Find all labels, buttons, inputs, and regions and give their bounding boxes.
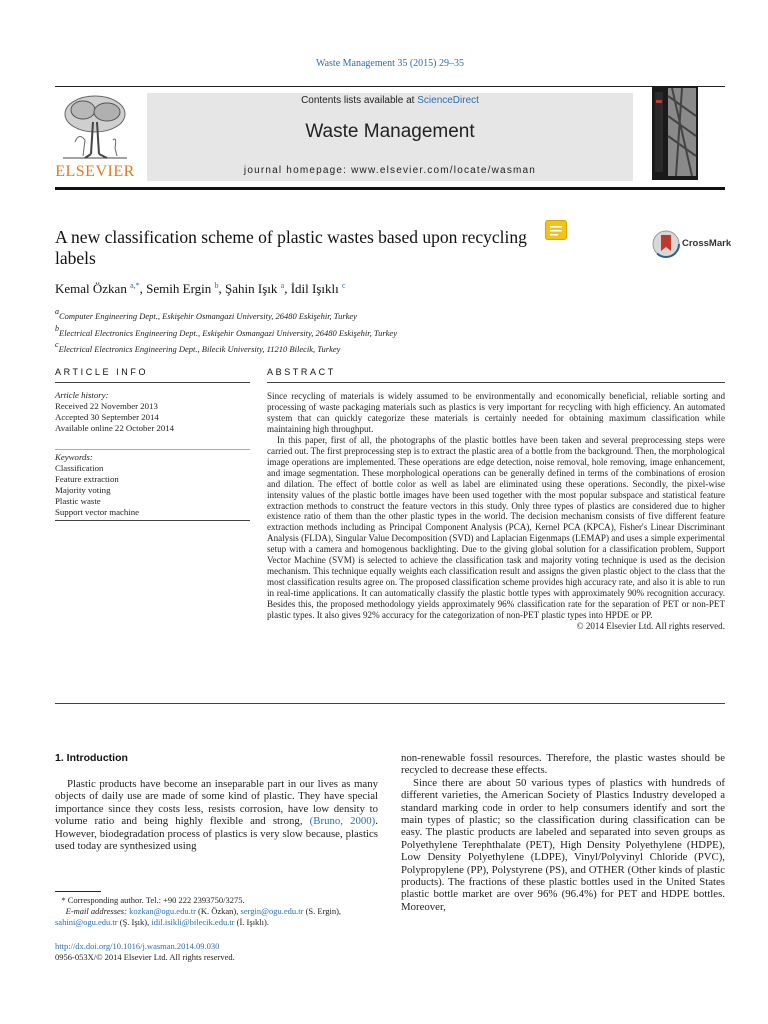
journal-name: Waste Management: [305, 121, 475, 142]
article-title-line-2: labels: [55, 248, 96, 268]
affiliation-list: [55, 306, 655, 356]
footnotes: [55, 895, 385, 928]
keyword-item: Plastic waste: [55, 496, 101, 506]
accepted-date: Accepted 30 September 2014: [55, 412, 159, 422]
journal-homepage[interactable]: journal homepage: www.elsevier.com/locate/wasman: [243, 165, 537, 176]
article-info-heading: ARTICLE INFO: [55, 367, 149, 377]
author-affiliation-link[interactable]: a: [280, 281, 285, 290]
article-title-line-1: A new classification scheme of plastic wastes based upon recycling: [55, 227, 527, 247]
email-owner: (İ. Işıklı).: [236, 917, 269, 927]
introduction-left-column: [55, 778, 378, 852]
elsevier-wordmark: ELSEVIER: [55, 163, 135, 180]
article-info-divider: [55, 449, 250, 450]
abstract-paragraph-2: In this paper, first of all, the photographs of the plastic bottles have been taken and several preprocessing steps were carried out. The first preprocessing step is to extract the plastic area of a bottle from the background. Then, the morphological image operations are implemented. These operations are edge detection, noise removal, hole removing, image enhancement, and image segmentation. These morphological operations can be generally defined in terms of the combinations of erosion and dilation. The effect of bottle color as well as label are eliminated using these operations. Secondly, the pixel-wise intensity values of the plastic bottle images have been used together with the most popular subspace and statistical feature extraction methods to construct the feature vectors in this study. Only three types of plastics are considered due to higher existence ratio of them than the other plastic types in the world. The decision mechanism consists of five different feature extraction methods including as Principal Component Analysis (PCA), Kernel PCA (KPCA), Fisher's Linear Discriminant Analysis (FLDA), Singular Value Decomposition (SVD) and Laplacian Eigenmaps (LEMAP) and uses a simple experimental setup with a camera and homogenous backlighting. Due to the giving global solution for a classification problem, Support Vector Machine (SVM) is selected to achieve the classification task and majority voting technique is used as the decision mechanism. This technique equally weights each classification result and assigns the given plastic object to the class that the most classification results agree on. The proposed classification scheme provides high accuracy rate, and also it is able to run in real-time applications. It can automatically classify the plastic bottle types with approximately 90% recognition accuracy. Besides this, the proposed methodology yields approximately 96% classification rate for the separation of PET or non-PET plastic types. It also gives 92% accuracy for the categorization of non-PET plastic types into HPDE or PP.: [267, 434, 725, 621]
received-date: Received 22 November 2013: [55, 401, 158, 411]
crossmark-badge[interactable]: [652, 229, 732, 261]
email-link[interactable]: kozkan@ogu.edu.tr: [129, 906, 196, 916]
affiliation-item: [55, 339, 655, 356]
corresponding-author-text: Corresponding author. Tel.: +90 222 2393750/3275.: [67, 895, 245, 905]
abstract-end-rule: [55, 703, 725, 704]
email-owner: (Ş. Işık),: [119, 917, 150, 927]
citation-link-bruno[interactable]: (Bruno, 2000): [309, 815, 376, 828]
email-owner: (S. Ergin),: [305, 906, 342, 916]
keywords-list: [55, 452, 250, 518]
abstract-rule: [267, 382, 725, 383]
email-label: E-mail addresses:: [65, 906, 127, 916]
crossmark-label: CrossMark: [682, 238, 732, 249]
article-history-label: Article history:: [55, 390, 109, 400]
abstract-body: [267, 391, 725, 632]
email-link[interactable]: sahini@ogu.edu.tr: [55, 917, 118, 927]
author-affiliation-link[interactable]: b: [214, 281, 219, 290]
keyword-item: Majority voting: [55, 485, 111, 495]
masthead-bottom-rule: [55, 187, 725, 190]
journal-reference-link[interactable]: Waste Management 35 (2015) 29–35: [315, 58, 465, 69]
affiliation-item: [55, 306, 655, 323]
author-name: Kemal Özkan: [55, 281, 127, 296]
affiliation-item: [55, 323, 655, 340]
intro-paragraph-1: [55, 778, 378, 852]
intro-text: . However, biodegradation process of plastics is very slow because, plastics used today are synthesized using: [55, 815, 378, 853]
keyword-item: Support vector machine: [55, 507, 140, 517]
elsevier-logo[interactable]: [55, 92, 135, 182]
email-addresses: [55, 906, 385, 928]
affiliation-marker: c: [55, 340, 59, 349]
journal-cover-thumbnail[interactable]: [652, 86, 698, 180]
author-affiliation-link[interactable]: a,*: [130, 281, 140, 290]
article-info-end-rule: [55, 520, 250, 521]
intro-paragraph-2: Since there are about 50 various types of plastics with hundreds of different varieties, the American Society of Plastics Industry developed a standard marking code in order to help consumers identify and sort the main types of plastic; so the classification during classification can be easy. The plastic products are labeled and separated into seven groups as Polyethylene Terephthalate (PET), High Density Polyethylene (HDPE), Low Density Polyethylene (LDPE), Vinyl/Polyvinyl Chloride (PVC), Polypropylene (PP), Polystyrene (PS), and OTHER (Other kinds of plastic products). The fractions of these plastic bottles used in the United States plastic bottle market are over 96% (96.4%) for PET and HDPE bottles. Moreover,: [401, 776, 725, 913]
cover-art-icon: [652, 86, 698, 180]
sciencedirect-link[interactable]: ScienceDirect: [417, 95, 479, 106]
journal-masthead: [147, 93, 633, 181]
abstract-copyright: © 2014 Elsevier Ltd. All rights reserved.: [576, 621, 725, 632]
contents-available-line: [147, 95, 633, 106]
abstract-heading: ABSTRACT: [267, 367, 336, 377]
article-info-rule: [55, 382, 250, 383]
intro-paragraph-continued: non-renewable fossil resources. Therefore, the plastic wastes should be recycled to decrease these effects.: [401, 752, 725, 777]
email-owner: (K. Özkan),: [198, 906, 239, 916]
abstract-paragraph-1: Since recycling of materials is widely assumed to be environmentally and economically beneficial, reliable sorting and processing of waste packaging materials such as plastics is very important for recycling with high efficiency. An automated system that can quickly categorize these materials is certainly needed for obtaining maximum classification while maintaining high throughput.: [267, 391, 725, 434]
note-lines-icon: [545, 220, 567, 240]
footnote-rule: [55, 891, 101, 892]
keyword-item: Feature extraction: [55, 474, 119, 484]
author-name: İdil Işıklı: [290, 281, 339, 296]
keyword-item: Classification: [55, 463, 104, 473]
keywords-label: Keywords:: [55, 452, 93, 462]
affiliation-marker: a: [55, 307, 59, 316]
author-name: Şahin Işık: [225, 281, 278, 296]
author-name: Semih Ergin: [146, 281, 212, 296]
sticky-note-icon[interactable]: [545, 220, 567, 240]
intro-text: Plastic products have become an inseparable part in our lives as many objects of daily use are made of some kind of plastic. They have special importance since they costs less, resists corrosion, have low density to volume ratio and being highly flexible and strong,: [55, 778, 378, 828]
introduction-heading: 1. Introduction: [55, 752, 128, 764]
corresponding-author-note: * Corresponding author. Tel.: +90 222 2393750/3275.: [55, 895, 245, 905]
affiliation-text: Computer Engineering Dept., Eskişehir Osmangazi University, 26480 Eskişehir, Turkey: [59, 311, 357, 321]
masthead-top-rule: [55, 86, 725, 87]
author-list: Kemal Özkan $^{a,*}$, Semih Ergin $^b$, Şahin Işık $^a$, İdil Işıklı $^c$: [55, 281, 346, 296]
email-link[interactable]: idil.isikli@bilecik.edu.tr: [151, 917, 235, 927]
affiliation-text: Electrical Electronics Engineering Dept., Bilecik University, 11210 Bilecik, Turkey: [58, 344, 341, 354]
introduction-right-column: [401, 752, 725, 913]
doi-block: [55, 941, 385, 963]
author-affiliation-link[interactable]: c: [342, 281, 346, 290]
affiliation-marker: b: [55, 323, 59, 333]
issn-copyright: 0956-053X/© 2014 Elsevier Ltd. All rights reserved.: [55, 952, 235, 962]
affiliation-text: Electrical Electronics Engineering Dept., Eskişehir Osmangazi University, 26480 Eskişehir, Turkey: [59, 327, 397, 338]
elsevier-tree-icon: [55, 92, 135, 162]
email-link[interactable]: sergin@ogu.edu.tr: [240, 906, 304, 916]
crossmark-icon: [652, 229, 680, 261]
contents-prefix: Contents lists available at: [301, 95, 418, 106]
doi-link[interactable]: http://dx.doi.org/10.1016/j.wasman.2014.09.030: [55, 941, 220, 951]
online-date: Available online 22 October 2014: [55, 423, 175, 433]
article-history: [55, 390, 250, 434]
